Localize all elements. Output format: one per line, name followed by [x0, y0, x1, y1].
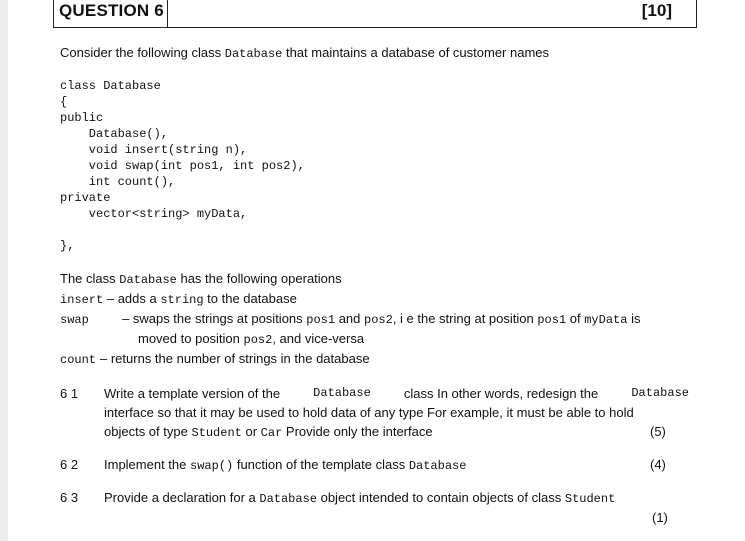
question-title: QUESTION 6 [59, 1, 164, 20]
question-number: 6 1 [60, 386, 79, 401]
operation-swap-line2 [138, 331, 364, 347]
question-6-3-text [104, 490, 615, 506]
code-term: Student [191, 426, 242, 440]
page-edge-shadow [0, 0, 8, 541]
code-line: { [60, 95, 68, 109]
operation-swap-line1 [122, 311, 640, 327]
text: Provide only the interface [282, 424, 433, 439]
code-line: int count(), [60, 175, 176, 189]
operations-heading [60, 271, 342, 287]
code-line: class Database [60, 79, 161, 93]
question-marks: (5) [650, 424, 666, 439]
question-6-1-line3 [104, 424, 433, 440]
intro-class-name: Database [224, 47, 283, 61]
code-line: public [60, 111, 104, 125]
operation-swap-name [60, 311, 89, 327]
operation-name: count [60, 353, 97, 367]
code-line: private [60, 191, 111, 205]
text: Implement the [104, 457, 190, 472]
text: – returns the number of strings in the database [100, 351, 370, 366]
question-header [53, 0, 697, 28]
text: function of the template class [233, 457, 409, 472]
intro-text-end: that maintains a database of customer names [282, 45, 550, 60]
code-term: Database [313, 386, 371, 400]
text: Write a template version of the [104, 386, 281, 401]
code-line: Database(), [60, 127, 169, 141]
code-line: }, [60, 239, 75, 253]
question-number: 6 3 [60, 490, 79, 505]
text: The class [60, 271, 120, 286]
class-name: Database [119, 273, 177, 287]
text: Provide a declaration for a [104, 490, 260, 505]
code-term: swap() [190, 459, 234, 473]
text: adds a [117, 291, 161, 306]
text: has the following operations [176, 271, 342, 286]
text: moved to position [138, 331, 244, 346]
code-term: Database [408, 459, 467, 473]
question-6-2-text [104, 457, 466, 473]
text: , i e the string at position [392, 311, 538, 326]
text: and [335, 311, 364, 326]
code-line: void swap(int pos1, int pos2), [60, 159, 305, 173]
text: objects of type [104, 424, 192, 439]
code-term: pos2 [243, 333, 273, 347]
text: or [241, 424, 261, 439]
intro-text-start: Consider the following class [60, 45, 225, 60]
code-term: Database [259, 492, 317, 506]
text: to the database [203, 291, 297, 306]
code-term: Car [260, 426, 283, 440]
code-line: vector<string> myData, [60, 207, 248, 221]
operation-name: insert [60, 293, 104, 307]
question-marks: (1) [652, 510, 668, 525]
text: object intended to contain objects of class [316, 490, 565, 505]
operation-insert [60, 291, 297, 307]
code-term: myData [584, 313, 628, 327]
text: , and vice-versa [272, 331, 365, 346]
operation-name: swap [60, 313, 89, 327]
question-marks: (4) [650, 457, 666, 472]
text: class In other words, redesign the [403, 386, 599, 401]
text: – swaps the strings at positions [122, 311, 307, 326]
question-total-marks: [10] [641, 1, 672, 20]
code-term: string [160, 293, 204, 307]
question-6-1-line1 [104, 386, 689, 401]
question-number: 6 2 [60, 457, 79, 472]
header-divider [167, 0, 168, 27]
intro-sentence [60, 45, 549, 61]
text: of [566, 311, 585, 326]
operation-count [60, 351, 370, 367]
code-term: pos2 [364, 313, 393, 327]
question-6-1-line2: interface so that it may be used to hold data of any type For example, it must be able to hold [104, 405, 634, 420]
code-line: void insert(string n), [60, 143, 248, 157]
code-term: Student [564, 492, 616, 506]
code-term: pos1 [537, 313, 567, 327]
code-term: pos1 [306, 313, 336, 327]
code-term: Database [631, 386, 689, 400]
text: is [627, 311, 641, 326]
text: – [103, 291, 118, 306]
